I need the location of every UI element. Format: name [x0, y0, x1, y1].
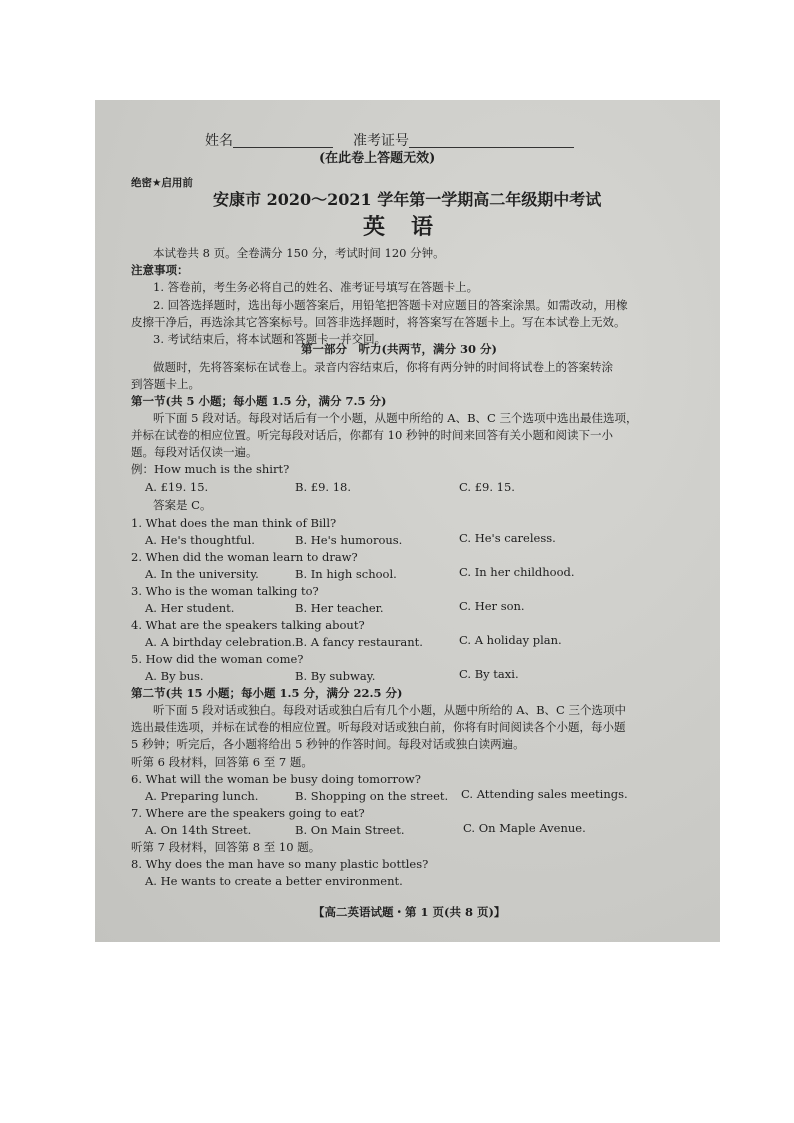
q6-option-b: B. Shopping on the street. — [295, 789, 449, 803]
question-7: 7. Where are the speakers going to eat? — [131, 806, 365, 820]
section1-instruction: 听下面 5 段对话。每段对话后有一个小题，从题中所给的 A、B、C 三个选项中选出最佳选项， — [153, 411, 638, 425]
q2-option-a: A. In the university. — [145, 567, 259, 581]
q6-option-c: C. Attending sales meetings. — [461, 787, 628, 801]
exam-title: 安康市 2020～2021 学年第一学期高二年级期中考试 — [213, 190, 602, 209]
section2-instruction-cont-1: 选出最佳选项，并标在试卷的相应位置。听每段对话或独白前，你将有时间阅读各个小题，每小题 — [131, 720, 626, 734]
example-answer: 答案是 C。 — [153, 498, 212, 512]
q5-option-a: A. By bus. — [145, 669, 204, 683]
q3-option-c: C. Her son. — [459, 599, 525, 613]
q2-option-b: B. In high school. — [295, 567, 397, 581]
section2-instruction-cont-2: 5 秒钟；听完后，各小题将给出 5 秒钟的作答时间。每段对话或独白读两遍。 — [131, 737, 525, 751]
question-3: 3. Who is the woman talking to? — [131, 584, 319, 598]
example-option-c: C. £9. 15. — [459, 480, 515, 494]
section2-instruction: 听下面 5 段对话或独白。每段对话或独白后有几个小题，从题中所给的 A、B、C 三个选项中 — [153, 703, 626, 717]
question-4: 4. What are the speakers talking about? — [131, 618, 365, 632]
question-1: 1. What does the man think of Bill? — [131, 516, 337, 530]
q3-option-b: B. Her teacher. — [295, 601, 384, 615]
q5-option-c: C. By taxi. — [459, 667, 519, 681]
section1-title: 第一节(共 5 小题；每小题 1.5 分，满分 7.5 分) — [131, 394, 387, 408]
section1-instruction-cont-2: 题。每段对话仅读一遍。 — [131, 445, 258, 459]
example-option-b: B. £9. 18. — [295, 480, 351, 494]
page-footer: 【高二英语试题・第 1 页(共 8 页)】 — [313, 905, 506, 919]
q4-option-b: B. A fancy restaurant. — [295, 635, 423, 649]
example-option-a: A. £19. 15. — [145, 480, 209, 494]
q4-option-a: A. A birthday celebration. — [145, 635, 296, 649]
q7-option-b: B. On Main Street. — [295, 823, 405, 837]
q7-option-a: A. On 14th Street. — [145, 823, 252, 837]
part1-instruction: 做题时，先将答案标在试卷上。录音内容结束后，你将有两分钟的时间将试卷上的答案转涂 — [153, 360, 613, 374]
name-label: 姓名 — [205, 134, 333, 148]
question-5: 5. How did the woman come? — [131, 652, 304, 666]
q1-option-b: B. He's humorous. — [295, 533, 403, 547]
section1-instruction-cont-1: 并标在试卷的相应位置。听完每段对话后，你都有 10 秒钟的时间来回答有关小题和阅读下一小 — [131, 428, 613, 442]
exam-number-label: 准考证号 — [353, 134, 574, 148]
q1-option-c: C. He's careless. — [459, 531, 556, 545]
question-6: 6. What will the woman be busy doing tomorrow? — [131, 772, 421, 786]
notice-item-2: 2. 回答选择题时，选出每小题答案后，用铅笔把答题卡对应题目的答案涂黑。如需改动，用橡 — [153, 298, 628, 312]
notice-item-3: 3. 考试结束后，将本试题和答题卡一并交回。 — [153, 332, 387, 346]
q7-option-c: C. On Maple Avenue. — [463, 821, 586, 835]
q6-option-a: A. Preparing lunch. — [145, 789, 259, 803]
section2-title: 第二节(共 15 小题；每小题 1.5 分，满分 22.5 分) — [131, 686, 403, 700]
example-question: 例：How much is the shirt? — [131, 462, 290, 476]
no-answer-note: (在此卷上答题无效) — [319, 151, 436, 166]
part1-instruction-cont: 到答题卡上。 — [131, 377, 200, 391]
q8-option-a: A. He wants to create a better environment. — [145, 874, 403, 888]
notice-title: 注意事项： — [131, 263, 189, 277]
material-6-note: 听第 6 段材料，回答第 6 至 7 题。 — [131, 755, 313, 769]
notice-item-2-cont: 皮擦干净后，再选涂其它答案标号。回答非选择题时，将答案写在答题卡上。写在本试卷上无效。 — [131, 315, 626, 329]
q5-option-b: B. By subway. — [295, 669, 376, 683]
q4-option-c: C. A holiday plan. — [459, 633, 562, 647]
notice-item-1: 1. 答卷前，考生务必将自己的姓名、准考证号填写在答题卡上。 — [153, 280, 479, 294]
q1-option-a: A. He's thoughtful. — [145, 533, 255, 547]
exam-description: 本试卷共 8 页。全卷满分 150 分，考试时间 120 分钟。 — [153, 246, 445, 260]
material-7-note: 听第 7 段材料，回答第 8 至 10 题。 — [131, 840, 321, 854]
part1-title: 第一部分 听力(共两节，满分 30 分) — [301, 342, 497, 356]
q3-option-a: A. Her student. — [145, 601, 235, 615]
subject-title: 英 语 — [363, 214, 436, 240]
question-2: 2. When did the woman learn to draw? — [131, 550, 358, 564]
q2-option-c: C. In her childhood. — [459, 565, 575, 579]
exam-paper — [95, 100, 720, 942]
question-8: 8. Why does the man have so many plastic bottles? — [131, 857, 429, 871]
secret-label: 绝密★启用前 — [131, 177, 193, 189]
